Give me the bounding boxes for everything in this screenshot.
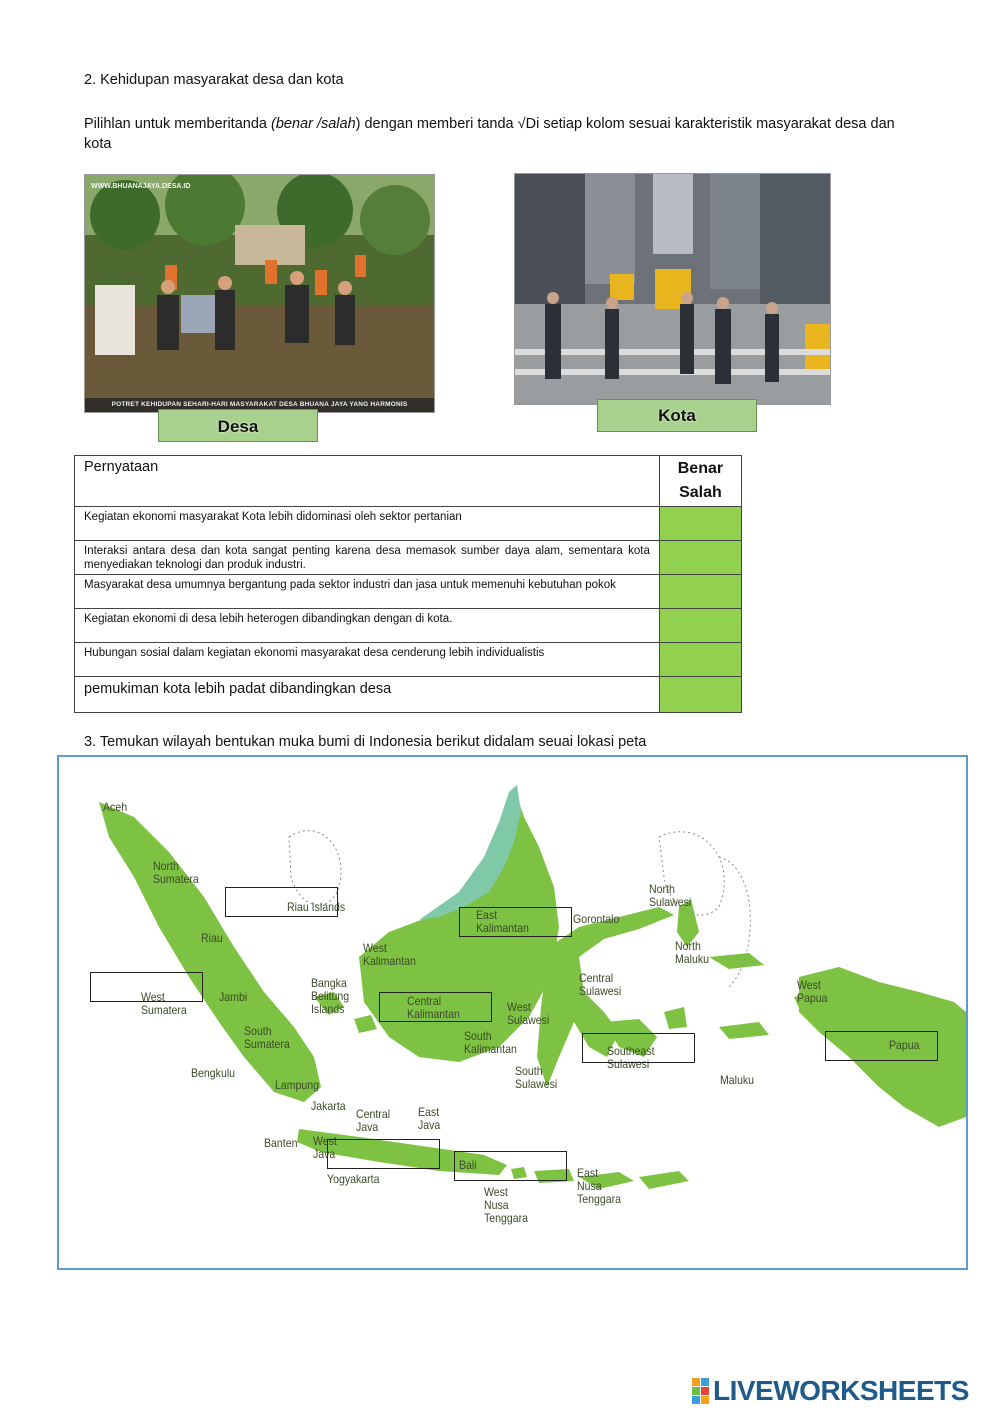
region-bangka: Bangka Belitung Islands xyxy=(311,976,350,1016)
region-south-sumatera: South Sumatera xyxy=(244,1024,290,1051)
table-row xyxy=(75,507,742,541)
city-photo xyxy=(514,173,831,405)
statement-text: Kegiatan ekonomi di desa lebih heterogen dibandingkan dengan di kota. xyxy=(75,609,660,643)
region-jakarta: Jakarta xyxy=(311,1099,346,1113)
village-photo xyxy=(84,174,435,413)
region-central-java: Central Java xyxy=(356,1107,391,1134)
region-west-nusa-tenggara: West Nusa Tenggara xyxy=(484,1185,529,1225)
answer-box-papua[interactable] xyxy=(825,1031,938,1061)
region-riau-islands: Riau Islands xyxy=(287,900,346,914)
answer-box-bali[interactable] xyxy=(454,1151,567,1181)
region-riau: Riau xyxy=(201,931,223,945)
label-desa: Desa xyxy=(158,409,318,442)
answer-box-west-java[interactable] xyxy=(327,1139,440,1169)
answer-box-central-kalimantan[interactable] xyxy=(379,992,492,1022)
region-banten: Banten xyxy=(264,1136,298,1150)
table-row xyxy=(75,677,742,713)
village-photo-caption: POTRET KEHIDUPAN SEHARI-HARI MASYARAKAT DESA BHUANA JAYA YANG HARMONIS xyxy=(85,398,434,412)
header-statement: Pernyataan xyxy=(75,456,660,507)
region-central-sulawesi: Central Sulawesi xyxy=(579,971,622,998)
answer-dropdown[interactable] xyxy=(659,609,741,643)
answer-dropdown[interactable] xyxy=(659,677,741,713)
answer-dropdown[interactable] xyxy=(659,541,741,575)
village-scene-illustration xyxy=(85,175,434,412)
table-row xyxy=(75,643,742,677)
region-north-maluku: North Maluku xyxy=(675,939,710,966)
table-row xyxy=(75,575,742,609)
liveworksheets-logo-text: LIVEWORKSHEETS xyxy=(713,1375,969,1406)
region-southeast-sulawesi: Southeast Sulawesi xyxy=(607,1044,655,1071)
liveworksheets-logo xyxy=(692,1376,969,1406)
region-east-java: East Java xyxy=(418,1105,441,1132)
region-gorontalo: Gorontalo xyxy=(573,912,620,926)
region-west-sulawesi: West Sulawesi xyxy=(507,1000,550,1027)
statement-text: Interaksi antara desa dan kota sangat penting karena desa memasok sumber daya alam, sementara kota menyediakan teknologi dan produk industri. xyxy=(75,541,660,575)
region-bali: Bali xyxy=(459,1158,477,1172)
statement-text: Masyarakat desa umumnya bergantung pada sektor industri dan jasa untuk memenuhi kebutuhan pokok xyxy=(75,575,660,609)
region-west-java: West Java xyxy=(313,1134,337,1161)
region-east-kalimantan: East Kalimantan xyxy=(476,908,529,935)
region-south-sulawesi: South Sulawesi xyxy=(515,1064,558,1091)
answer-dropdown[interactable] xyxy=(659,575,741,609)
statement-table xyxy=(74,455,742,713)
indonesia-map xyxy=(57,755,968,1270)
statement-text: Kegiatan ekonomi masyarakat Kota lebih didominasi oleh sektor pertanian xyxy=(75,507,660,541)
answer-dropdown[interactable] xyxy=(659,507,741,541)
region-lampung: Lampung xyxy=(275,1078,320,1092)
answer-box-east-kalimantan[interactable] xyxy=(459,907,572,937)
liveworksheets-logo-icon xyxy=(692,1378,709,1404)
table-header-row xyxy=(75,456,742,507)
table-row xyxy=(75,541,742,575)
question-2-instruction: Pilihlan untuk memberitanda (benar /salah) dengan memberi tanda √Di setiap kolom sesuai karakteristik masyarakat desa dan kota xyxy=(84,116,895,152)
statement-text: Hubungan sosial dalam kegiatan ekonomi masyarakat desa cenderung lebih individualistis xyxy=(75,643,660,677)
region-bengkulu: Bengkulu xyxy=(191,1066,236,1080)
region-aceh: Aceh xyxy=(103,800,128,814)
region-west-papua: West Papua xyxy=(797,978,828,1005)
label-kota: Kota xyxy=(597,399,757,432)
region-jambi: Jambi xyxy=(219,990,248,1004)
region-yogyakarta: Yogyakarta xyxy=(327,1172,380,1186)
region-central-kalimantan: Central Kalimantan xyxy=(407,994,460,1021)
question-2-title: 2. Kehidupan masyarakat desa dan kota xyxy=(84,72,344,88)
question-3-title: 3. Temukan wilayah bentukan muka bumi di Indonesia berikut didalam seuai lokasi peta xyxy=(84,734,647,750)
answer-box-west-sumatera[interactable] xyxy=(90,972,203,1002)
header-answer: Benar Salah xyxy=(659,456,741,507)
region-west-sumatera: West Sumatera xyxy=(141,990,187,1017)
answer-box-southeast-sulawesi[interactable] xyxy=(582,1033,695,1063)
city-scene-illustration xyxy=(515,174,830,404)
village-photo-watermark: WWW.BHUANAJAYA.DESA.ID xyxy=(91,183,191,190)
region-east-nusa-tenggara: East Nusa Tenggara xyxy=(577,1166,622,1206)
statement-text: pemukiman kota lebih padat dibandingkan desa xyxy=(75,677,660,713)
table-row xyxy=(75,609,742,643)
region-papua: Papua xyxy=(889,1038,920,1052)
region-maluku: Maluku xyxy=(720,1073,755,1087)
answer-box-riau-islands[interactable] xyxy=(225,887,338,917)
answer-dropdown[interactable] xyxy=(659,643,741,677)
region-north-sulawesi: North Sulawesi xyxy=(649,882,692,909)
region-south-kalimantan: South Kalimantan xyxy=(464,1029,517,1056)
region-west-kalimantan: West Kalimantan xyxy=(363,941,416,968)
region-north-sumatera: North Sumatera xyxy=(153,859,199,886)
